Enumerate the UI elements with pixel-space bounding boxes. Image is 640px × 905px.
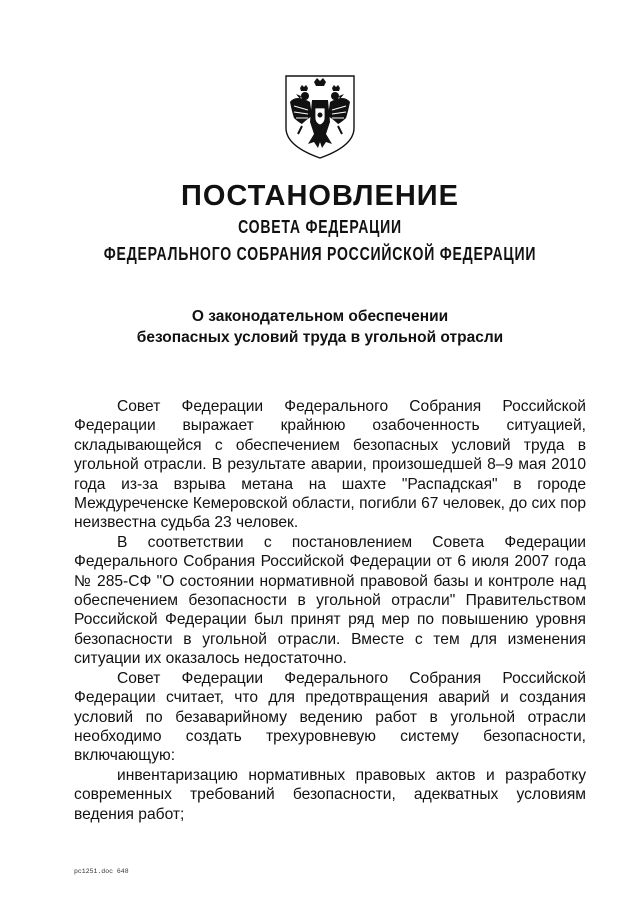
file-code-footer: рс1251.doc 648 (74, 868, 129, 875)
issuer-line-1: СОВЕТА ФЕДЕРАЦИИ (238, 217, 402, 237)
paragraph: Совет Федерации Федерального Собрания Российской Федерации считает, что для предотвращения аварий и создания условий по безаварийному ведению работ в угольной отрасли необходимо создать трехуровневую систему безопасности, включающую: (74, 669, 586, 765)
resolution-body (74, 397, 586, 824)
paragraph: инвентаризацию нормативных правовых актов и разработку современных требований безопасности, адекватных условиям ведения работ; (74, 766, 586, 823)
paragraph: В соответствии с постановлением Совета Федерации Федерального Собрания Российской Федерации от 6 июля 2007 года № 285-СФ "О состоянии нормативной правовой базы и контроле над обеспечением безопасности в угольной отрасли" Правительством Российской Федерации был принят ряд мер по повышению уровня безопасности в угольной отрасли. Вместе с тем для изменения ситуации их оказалось недостаточно. (74, 533, 586, 668)
resolution-heading-line-1: О законодательном обеспечении (191, 308, 449, 325)
document-title: ПОСТАНОВЛЕНИЕ (181, 180, 459, 212)
resolution-heading-line-2: безопасных условий труда в угольной отрасли (136, 329, 504, 346)
issuer-line-2: ФЕДЕРАЛЬНОГО СОБРАНИЯ РОССИЙСКОЙ ФЕДЕРАЦИИ (103, 244, 537, 264)
double-headed-eagle-icon (280, 72, 360, 160)
coat-of-arms-emblem (280, 72, 360, 160)
paragraph: Совет Федерации Федерального Собрания Российской Федерации выражает крайнюю озабоченность ситуацией, складывающейся с обеспечением безопасных условий труда в угольной отрасли. В результате аварии, произошедшей 8–9 мая 2010 года из-за взрыва метана на шахте "Распадская" в городе Междуреченске Кемеровской области, погибли 67 человек, до сих пор неизвестна судьба 23 человек. (74, 398, 586, 532)
